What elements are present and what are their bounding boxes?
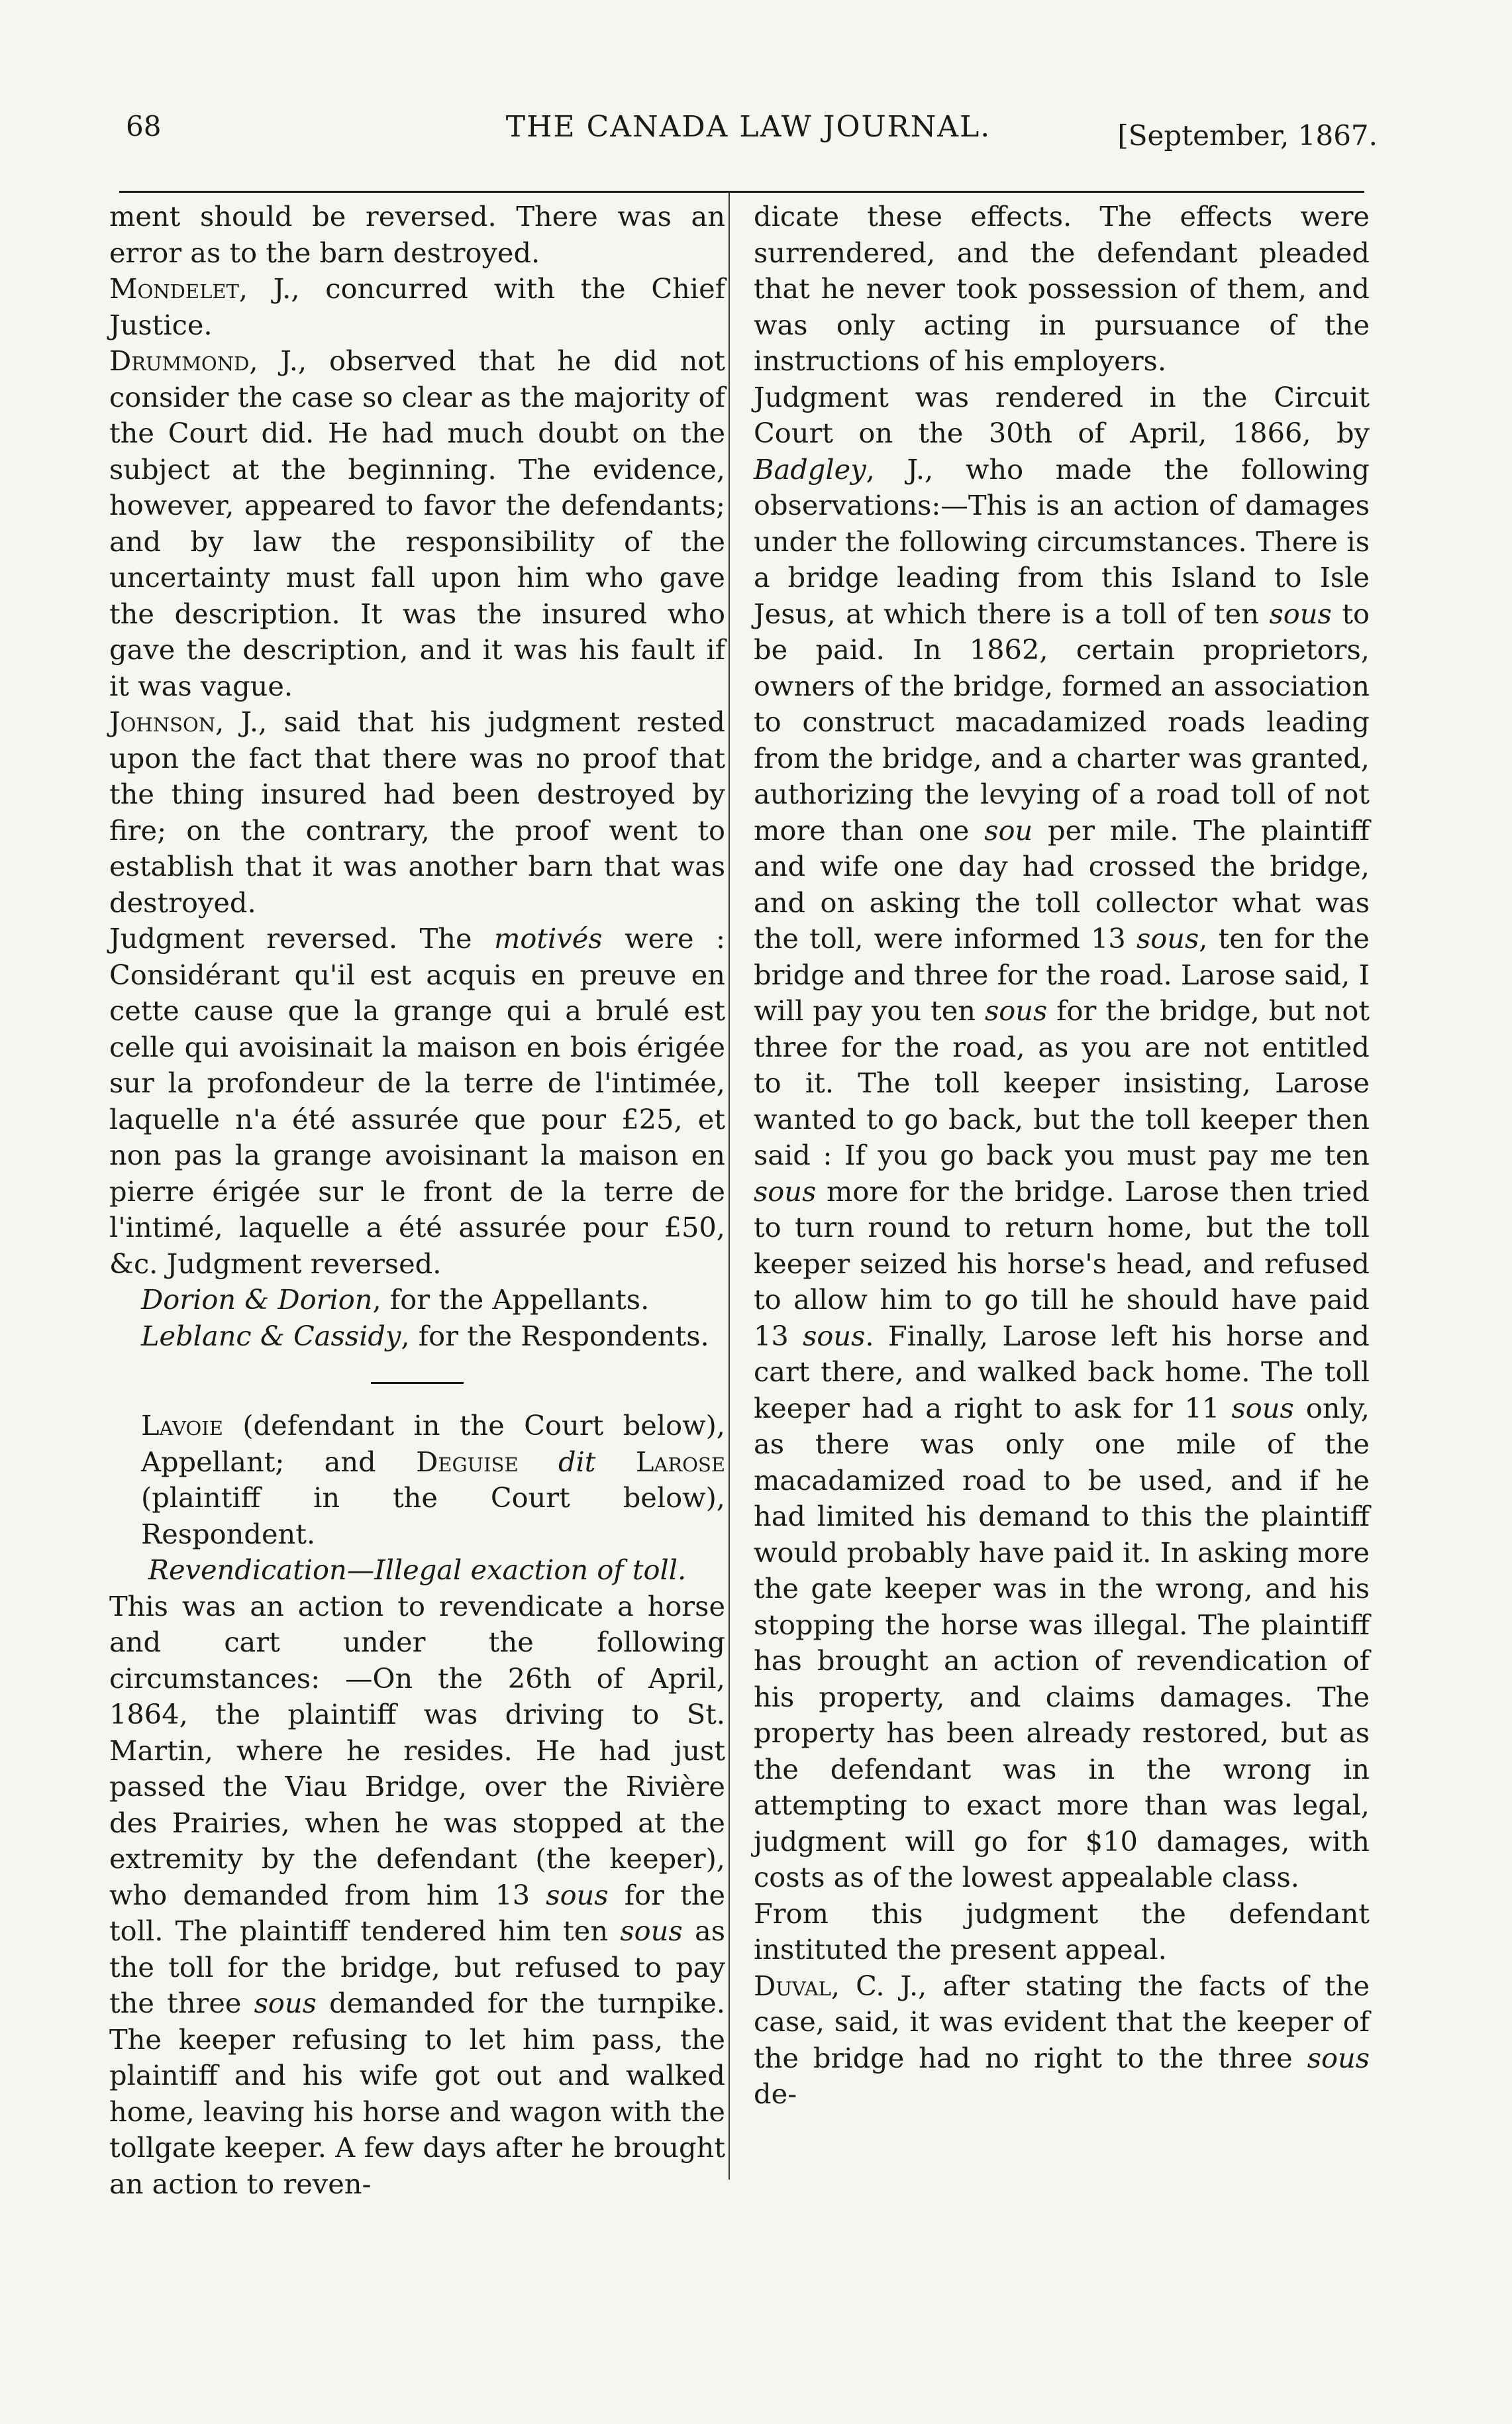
case-text: dit <box>518 1445 636 1478</box>
italic-term: sous <box>254 1987 317 2019</box>
right-column <box>754 199 1370 2113</box>
column-divider <box>729 192 730 2180</box>
paragraph-text: to be paid. In 1862, certain proprietors, owners of the bridge, formed an association to construct macadamized roads leading from the bridge, and a charter was granted, authorizing the levying of a road toll of not more than one <box>754 597 1370 847</box>
paragraph <box>754 380 1370 1896</box>
paragraph: From this judgment the defendant instituted the present appeal. <box>754 1897 1370 1966</box>
italic-term: sous <box>1307 2041 1370 2074</box>
paragraph-text: , C. J., after stating the facts of the case, said, it was evident that the keeper of the bridge had no right to the three <box>754 1969 1370 2074</box>
counsel-name: Dorion & Dorion <box>141 1283 373 1316</box>
party-name: Larose <box>635 1445 725 1478</box>
paragraph-text: as the toll for the bridge, but refused to pay the three <box>109 1915 725 2019</box>
counsel-role: , for the Appellants. <box>372 1283 650 1316</box>
judge-name: Duval <box>754 1969 831 2002</box>
header-rule <box>119 191 1364 193</box>
paragraph <box>109 1589 725 2203</box>
paragraph <box>109 704 725 921</box>
paragraph-text: only, as there was only one mile of the macadamized road to be used, and if he had limited his demand to this the plaintiff would probably have paid it. In asking more the gate keeper was in the wrong, and his stopping the horse was illegal. The plaintiff has brought an action of revendication of his property, and claims damages. The property has been already restored, but as the defendant was in the wrong in attempting to exact more than was legal, judgment will go for $10 damages, with costs as of the lowest appealable class. <box>754 1391 1370 1893</box>
paragraph <box>109 343 725 704</box>
paragraph-text: for the bridge, but not three for the road, as you are not entitled to it. The toll keeper insisting, Larose wanted to go back, but the toll keeper then said : If you go back you must pay me ten <box>754 994 1370 1171</box>
paragraph-text: This was an action to revendicate a horse and cart under the following circumstances: —On the 26th of April, 1864, the plaintiff was driving to St. Martin, where he resides. He had just passed the Viau Bridge, over the Rivière des Prairies, when he was stopped at the extremity by the defendant (the keeper), who demanded from him 13 <box>109 1589 725 1911</box>
counsel-line <box>109 1282 725 1318</box>
italic-term: sous <box>984 994 1048 1027</box>
party-name: Deguise <box>416 1445 519 1478</box>
paragraph <box>109 921 725 1282</box>
paragraph <box>109 271 725 343</box>
paragraph-text: , ten for the bridge and three for the road. Larose said, I will pay you ten <box>754 922 1370 1027</box>
italic-term: sous <box>546 1878 609 1911</box>
italic-term: sou <box>984 814 1033 847</box>
paragraph-text: de- <box>754 2078 797 2110</box>
paragraph <box>754 1968 1370 2113</box>
case-title <box>109 1408 725 1552</box>
italic-term: motivés <box>494 922 603 955</box>
italic-term: sous <box>1269 597 1332 630</box>
paragraph: ment should be reversed. There was an error as to the barn destroyed. <box>109 200 725 269</box>
issue-date: [September, 1867. <box>1117 119 1378 152</box>
paragraph-text: , J., concurred with the Chief Justice. <box>109 272 725 341</box>
paragraph-text: per mile. The plaintiff and wife one day had crossed the bridge, and on asking the toll collector what was the toll, were informed 13 <box>754 814 1370 955</box>
counsel-line <box>109 1318 725 1355</box>
paragraph-text: Judgment reversed. The <box>109 922 495 955</box>
journal-title: THE CANADA LAW JOURNAL. <box>505 110 991 144</box>
judge-name: Johnson <box>109 706 216 738</box>
section-divider <box>371 1382 464 1384</box>
counsel-role: , for the Respondents. <box>401 1319 709 1352</box>
paragraph-text: , J., said that his judgment rested upon the fact that there was no proof that the thing insured had been destroyed by fire; on the contrary, the proof went to establish that it was another barn that was destroyed. <box>109 706 725 919</box>
case-text: (plaintiff in the Court below), Respondent. <box>141 1481 725 1550</box>
case-text: (defendant in the Court below), Appellant; and <box>141 1409 725 1478</box>
italic-term: sous <box>620 1915 683 1947</box>
paragraph-text: Judgment was rendered in the Circuit Court on the 30th of April, 1866, by <box>754 380 1370 449</box>
left-column <box>109 199 725 2202</box>
paragraph-text: demanded for the turnpike. The keeper refusing to let him pass, the plaintiff and his wife got out and walked home, leaving his horse and wagon with the tollgate keeper. A few days after he brought an action to reven- <box>109 1987 725 2200</box>
paragraph-text: . Finally, Larose left his horse and cart there, and walked back home. The toll keeper had a right to ask for 11 <box>754 1319 1370 1424</box>
judge-name: Drummond <box>109 344 250 377</box>
paragraph-text: for the toll. The plaintiff tendered him ten <box>109 1878 726 1947</box>
italic-term: sous <box>1231 1391 1294 1424</box>
italic-term: sous <box>1136 922 1199 955</box>
party-name: Lavoie <box>141 1409 223 1442</box>
paragraph-text: more for the bridge. Larose then tried to turn round to return home, but the toll keeper seized his horse's head, and refused to allow him to go till he should have paid 13 <box>754 1175 1370 1352</box>
italic-term: sous <box>803 1319 866 1352</box>
paragraph: dicate these effects. The effects were surrendered, and the defendant pleaded that he never took possession of them, and was only acting in pursuance of the instructions of his employers. <box>754 200 1370 377</box>
page-header <box>119 99 1378 159</box>
italic-term: sous <box>754 1175 817 1208</box>
page-number: 68 <box>126 110 162 142</box>
judge-name: Badgley <box>754 452 866 486</box>
judge-name: Mondelet <box>109 272 239 305</box>
paragraph-text: , J., who made the following observations:—This is an action of damages under the following circumstances. There is a bridge leading from this Island to Isle Jesus, at which there is a toll of ten <box>754 452 1370 630</box>
case-subtitle: Revendication—Illegal exaction of toll. <box>148 1554 687 1586</box>
paragraph-text: were : Considérant qu'il est acquis en preuve en cette cause que la grange qui a brulé est celle qui avoisinait la maison en bois érigée sur la profondeur de la terre de l'intimée, laquelle n'a été assurée que pour £25, et non pas la grange avoisinant la maison en pierre érigée sur le front de la terre de l'intimé, laquelle a été assurée pour £50, &c. Judgment reversed. <box>109 922 725 1280</box>
paragraph-text: , J., observed that he did not consider the case so clear as the majority of the Court did. He had much doubt on the subject at the beginning. The evidence, however, appeared to favor the defendants; and by law the responsibility of the uncertainty must fall upon him who gave the description. It was the insured who gave the description, and it was his fault if it was vague. <box>109 344 725 702</box>
counsel-name: Leblanc & Cassidy <box>141 1319 401 1352</box>
